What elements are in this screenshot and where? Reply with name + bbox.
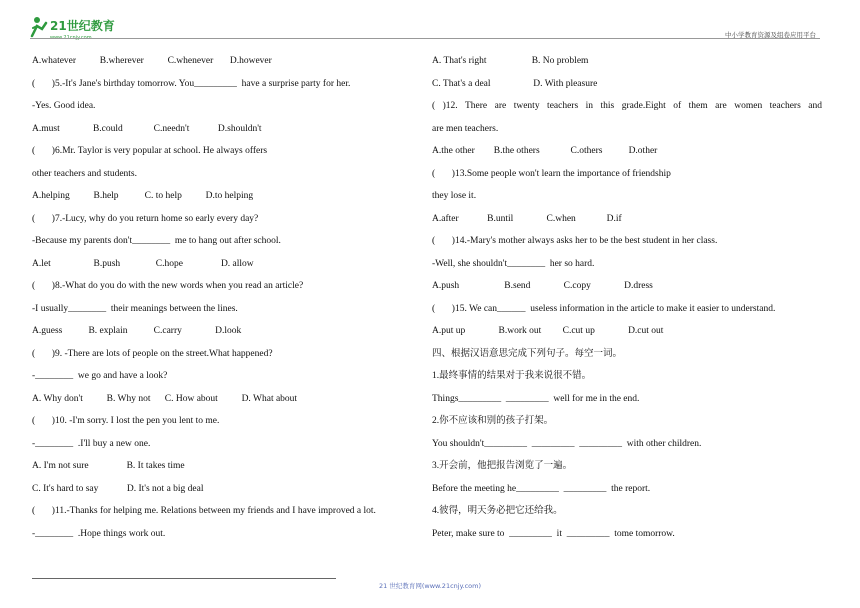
question-line: ( )8.-What do you do with the new words when you read an article?	[32, 281, 304, 291]
section-heading: 四、根据汉语意思完成下列句子。每空一词。	[432, 348, 623, 359]
chinese-prompt: 4.彼得，明天务必把它还给我。	[432, 506, 563, 516]
options-line: A.guess B. explain C.carry D.look	[32, 326, 242, 336]
text-line: A.whatever B.wherever C.whenever D.however	[32, 56, 272, 66]
header-divider	[30, 38, 820, 39]
text-line: -________ .I'll buy a new one.	[32, 438, 151, 449]
question-line: ( )6.Mr. Taylor is very popular at school. He always offers	[32, 146, 268, 156]
options-line: A.the other B.the others C.others D.other	[432, 146, 658, 156]
options-line: C. It's hard to say D. It's not a big deal	[32, 483, 204, 494]
text-line: are men teachers.	[432, 123, 499, 134]
options-line: A. Why don't B. Why not C. How about D. What about	[32, 393, 298, 404]
fill-blank-line: Things_________ _________ well for me in the end.	[432, 393, 640, 404]
text-line: -________ we go and have a look?	[32, 371, 168, 381]
logo-url: www.21cnjy.com	[50, 35, 92, 41]
footer-divider	[32, 578, 336, 579]
question-line: ( )5.-It's Jane's birthday tomorrow. You_________ have a surprise party for her.	[32, 78, 351, 89]
question-line: ( )11.-Thanks for helping me. Relations between my friends and I have improved a lot.	[32, 506, 376, 516]
text-line: -I usually________ their meanings between the lines.	[32, 303, 238, 314]
options-line: C. That's a deal D. With pleasure	[432, 78, 598, 89]
site-logo	[28, 14, 115, 44]
left-column	[32, 50, 404, 545]
fill-blank-line: Before the meeting he_________ _________ the report.	[432, 483, 651, 494]
question-line: ( )15. We can______ useless information in the article to make it easier to understand.	[432, 303, 776, 314]
question-line: ( )14.-Mary's mother always asks her to be the best student in her class.	[432, 236, 718, 246]
options-line: A. That's right B. No problem	[432, 56, 589, 66]
options-line: A.helping B.help C. to help D.to helping	[32, 191, 254, 201]
question-line: ( )13.Some people won't learn the importance of friendship	[432, 168, 671, 179]
text-line: other teachers and students.	[32, 168, 137, 179]
text-line: -Well, she shouldn't________ her so hard.	[432, 258, 595, 269]
fill-blank-line: Peter, make sure to _________ it _________ tome tomorrow.	[432, 528, 675, 539]
header-platform-name: 中小学教育资源及组卷应用平台	[725, 31, 816, 39]
options-line: A. I'm not sure B. It takes time	[32, 461, 185, 471]
question-line: ( )12. There are twenty teachers in this grade.Eight of them are women teachers and	[432, 101, 822, 111]
question-line: ( )10. -I'm sorry. I lost the pen you lent to me.	[32, 416, 220, 426]
options-line: A.put up B.work out C.cut up D.cut out	[432, 326, 664, 336]
text-line: they lose it.	[432, 191, 477, 201]
right-column	[432, 50, 822, 545]
options-line: A.after B.until C.when D.if	[432, 213, 622, 224]
chinese-prompt: 1.最终事情的结果对于我来说很不错。	[432, 371, 592, 381]
text-line: -Because my parents don't________ me to hang out after school.	[32, 236, 281, 246]
options-line: A.let B.push C.hope D. allow	[32, 258, 254, 269]
options-line: A.push B.send C.copy D.dress	[432, 281, 653, 291]
text-line: -Yes. Good idea.	[32, 101, 96, 111]
chinese-prompt: 3.开会前，他把报告浏览了一遍。	[432, 461, 573, 471]
footer-site-text: 21 世纪教育网(www.21cnjy.com)	[379, 582, 481, 590]
options-line: A.must B.could C.needn't D.shouldn't	[32, 123, 262, 134]
logo-text: 21世纪教育	[50, 19, 115, 33]
fill-blank-line: You shouldn't_________ _________ _________ with other children.	[432, 438, 702, 449]
text-line: -________ .Hope things work out.	[32, 528, 166, 539]
question-line: ( )9. -There are lots of people on the street.What happened?	[32, 348, 273, 359]
chinese-prompt: 2.你不应该和别的孩子打架。	[432, 416, 554, 426]
runner-logo-icon	[32, 17, 46, 36]
question-line: ( )7.-Lucy, why do you return home so early every day?	[32, 213, 259, 224]
